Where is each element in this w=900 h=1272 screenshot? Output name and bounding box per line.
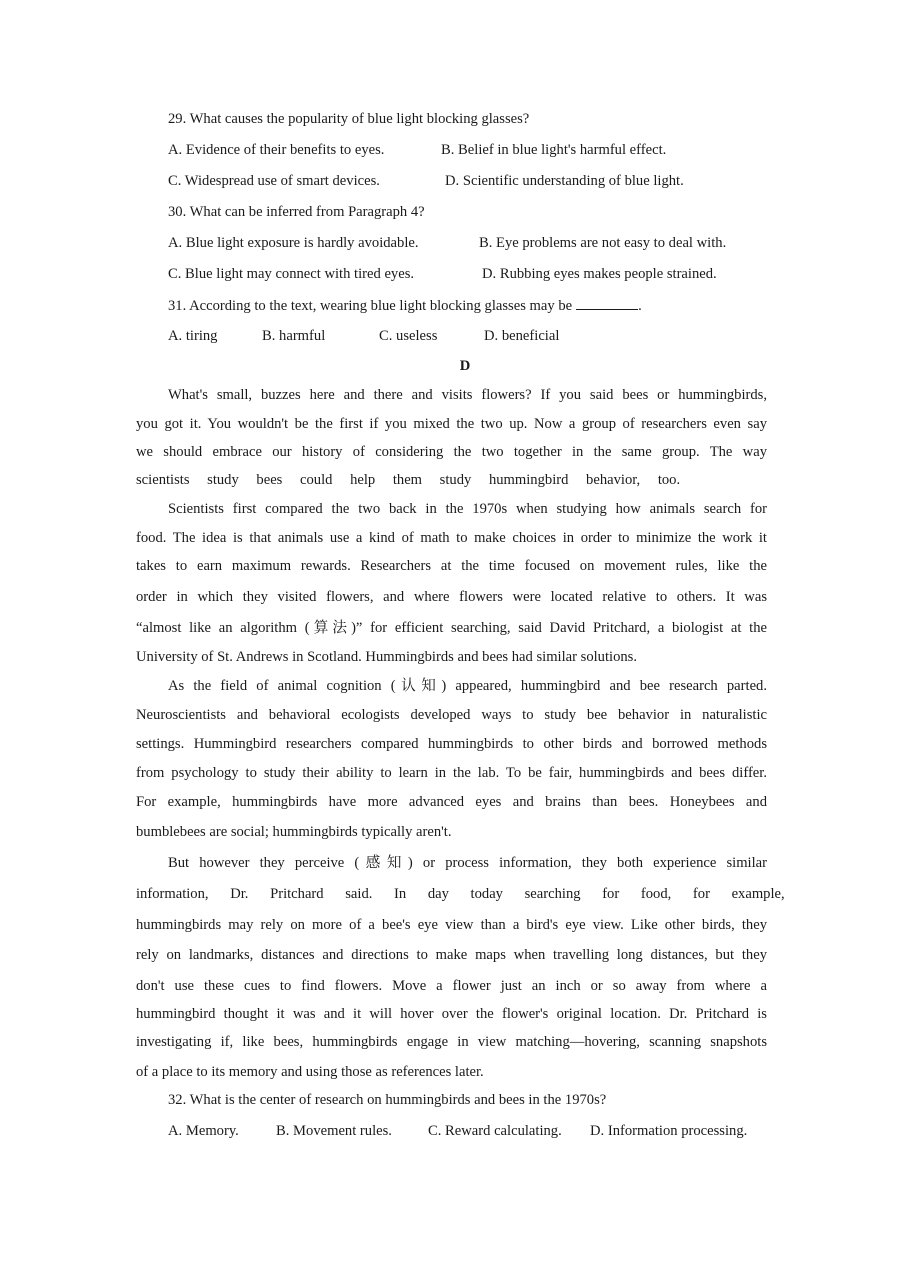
option-c: C. Reward calculating.: [428, 1123, 562, 1139]
passage-p4-line: hummingbird thought it was and it will hover over the flower's original location. Dr. Pritchard is: [136, 1006, 767, 1022]
passage-p4-line: information, Dr. Pritchard said. In day today searching for food, for example,: [136, 886, 785, 902]
option-a: A. Evidence of their benefits to eyes.: [168, 142, 385, 158]
option-b: B. Belief in blue light's harmful effect.: [441, 142, 667, 158]
question-number: 31.: [168, 298, 187, 314]
passage-p2-line: Scientists first compared the two back in the 1970s when studying how animals search for: [168, 501, 767, 517]
question-stem: According to the text, wearing blue light blocking glasses may be: [189, 298, 573, 314]
passage-p1-line: What's small, buzzes here and there and visits flowers? If you said bees or hummingbirds,: [168, 387, 767, 403]
question-29: [168, 109, 529, 129]
option-d: D. Scientific understanding of blue light.: [445, 173, 684, 189]
question-number: 32.: [168, 1092, 187, 1108]
option-b: B. harmful: [262, 328, 326, 344]
option-b: B. Eye problems are not easy to deal with.: [479, 235, 727, 251]
passage-p2-line: food. The idea is that animals use a kind of math to make choices in order to minimize the work it: [136, 530, 767, 546]
question-stem: What is the center of research on hummingbirds and bees in the 1970s?: [189, 1092, 607, 1108]
question-30: [168, 202, 425, 222]
passage-p3-line: bumblebees are social; hummingbirds typically aren't.: [136, 824, 452, 840]
passage-p2-line: order in which they visited flowers, and where flowers were located relative to others. It was: [136, 589, 767, 605]
passage-p2-line: University of St. Andrews in Scotland. Hummingbirds and bees had similar solutions.: [136, 649, 638, 665]
question-stem: What causes the popularity of blue light blocking glasses?: [189, 111, 530, 127]
passage-p4-line: investigating if, like bees, hummingbirds engage in view matching—hovering, scanning snapshots: [136, 1034, 767, 1050]
passage-p4-line: hummingbirds may rely on more of a bee's eye view than a bird's eye view. Like other birds, they: [136, 917, 767, 933]
passage-p3-line: settings. Hummingbird researchers compared hummingbirds to other birds and borrowed methods: [136, 736, 767, 752]
question-32: [168, 1090, 606, 1110]
question-31: 31. According to the text, wearing blue light blocking glasses may be .: [168, 295, 642, 316]
passage-p2-line: takes to earn maximum rewards. Researchers at the time focused on movement rules, like the: [136, 558, 767, 574]
passage-p1-line: we should embrace our history of considering the two together in the same group. The way: [136, 444, 767, 460]
passage-p2-line: “almost like an algorithm (算法)” for efficient searching, said David Pritchard, a biologist at the: [136, 620, 767, 636]
option-c: C. useless: [379, 328, 438, 344]
section-heading: D: [459, 358, 471, 374]
passage-p4-line: rely on landmarks, distances and directions to make maps when travelling long distances, but they: [136, 947, 767, 963]
option-d: D. Rubbing eyes makes people strained.: [482, 266, 717, 282]
passage-p3-line: Neuroscientists and behavioral ecologists developed ways to study bee behavior in naturalistic: [136, 707, 767, 723]
option-b: B. Movement rules.: [276, 1123, 392, 1139]
passage-p4-line: don't use these cues to find flowers. Move a flower just an inch or so away from where a: [136, 978, 767, 994]
option-a: A. Blue light exposure is hardly avoidable.: [168, 235, 419, 251]
passage-p1-line: you got it. You wouldn't be the first if you mixed the two up. Now a group of researchers even say: [136, 416, 767, 432]
passage-p4-line: of a place to its memory and using those as references later.: [136, 1064, 484, 1080]
question-number: 29.: [168, 111, 187, 127]
option-c: C. Widespread use of smart devices.: [168, 173, 380, 189]
question-number: 30.: [168, 204, 187, 220]
passage-p3-line: For example, hummingbirds have more advanced eyes and brains than bees. Honeybees and: [136, 794, 767, 810]
option-a: A. tiring: [168, 328, 218, 344]
option-c: C. Blue light may connect with tired eyes.: [168, 266, 415, 282]
option-d: D. Information processing.: [590, 1123, 748, 1139]
passage-p1-line: scientists study bees could help them study hummingbird behavior, too.: [136, 472, 681, 488]
option-d: D. beneficial: [484, 328, 560, 344]
passage-p3-line: from psychology to study their ability to learn in the lab. To be fair, hummingbirds and bees differ.: [136, 765, 767, 781]
passage-p3-line: As the field of animal cognition (认知) appeared, hummingbird and bee research parted.: [168, 678, 767, 694]
answer-blank: [576, 295, 638, 310]
option-a: A. Memory.: [168, 1123, 239, 1139]
passage-p4-line: But however they perceive (感知) or process information, they both experience similar: [168, 855, 767, 871]
question-stem: What can be inferred from Paragraph 4?: [189, 204, 425, 220]
